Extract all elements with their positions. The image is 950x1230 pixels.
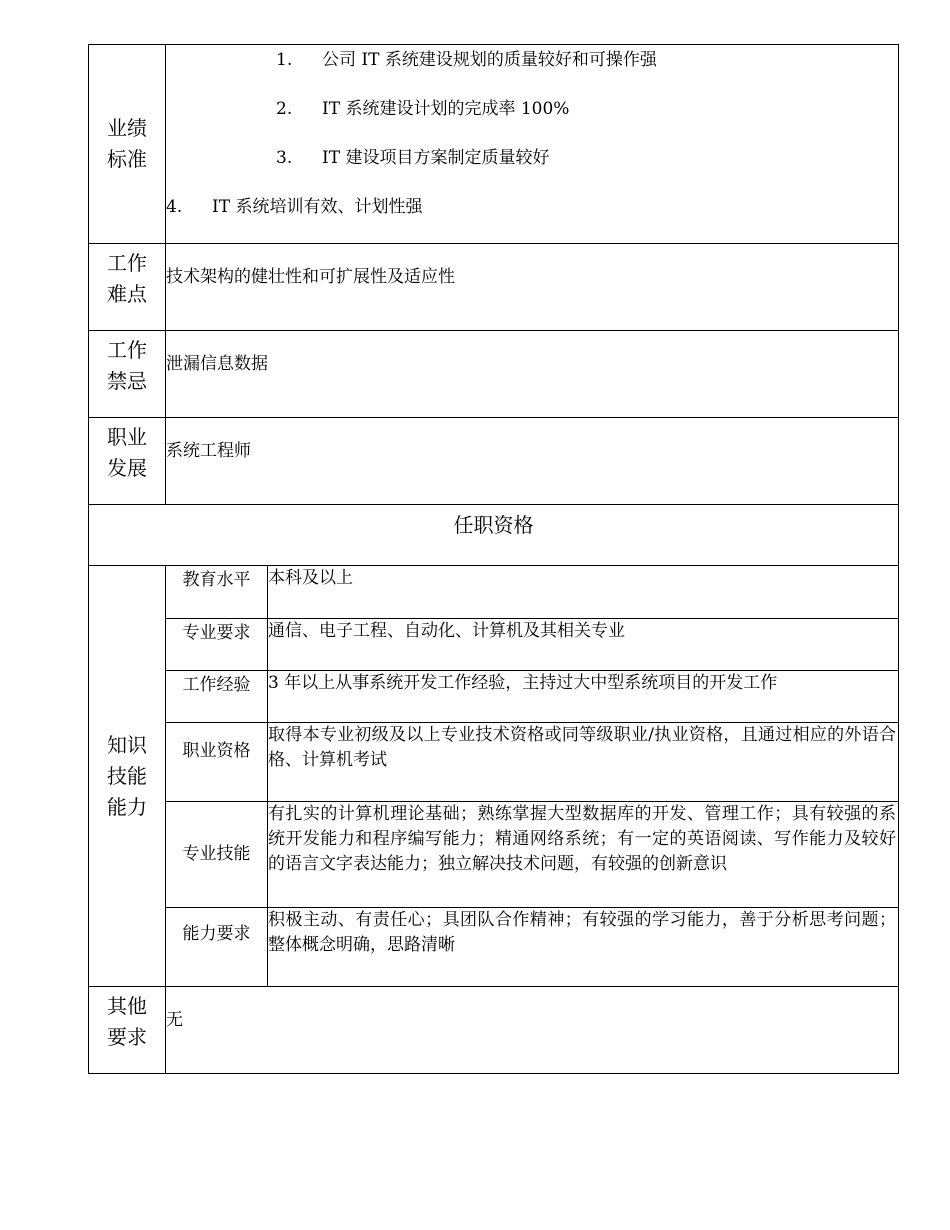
qualification-value: 积极主动、有责任心；具团队合作精神；有较强的学习能力，善于分析思考问题；整体概念明确，思路清晰 <box>268 909 896 955</box>
performance-row <box>89 45 899 244</box>
qualification-item <box>166 618 898 670</box>
qualification-value: 有扎实的计算机理论基础；熟练掌握大型数据库的开发、管理工作；具有较强的系统开发能力和程序编写能力；精通网络系统；有一定的英语阅读、写作能力及较好的语言文字表达能力；独立解决技术问题，有较强的创新意识 <box>268 801 899 907</box>
performance-item: 1. 公司 IT 系统建设规划的质量较好和可操作强 <box>276 50 657 70</box>
qualification-item <box>166 566 898 618</box>
other-label: 其他 要求 <box>89 987 166 1074</box>
qualification-key: 专业要求 <box>166 618 268 670</box>
taboo-row <box>89 331 899 418</box>
career-row <box>89 418 899 505</box>
qualification-item <box>166 801 898 907</box>
qualification-label: 知识 技能 能力 <box>89 566 166 987</box>
qualification-item <box>166 907 898 986</box>
qualification-key: 职业资格 <box>166 722 268 801</box>
qualification-key: 教育水平 <box>166 566 268 618</box>
qualification-value: 取得本专业初级及以上专业技术资格或同等级职业/执业资格，且通过相应的外语合格、计算机考试 <box>268 722 899 801</box>
job-spec-table <box>88 44 899 1074</box>
difficulty-row <box>89 244 899 331</box>
qualification-inner-table <box>166 566 898 986</box>
performance-content <box>166 45 899 244</box>
performance-label <box>89 45 166 244</box>
qualification-key: 专业技能 <box>166 801 268 907</box>
qualification-value: 通信、电子工程、自动化、计算机及其相关专业 <box>268 618 899 670</box>
other-row <box>89 987 899 1074</box>
taboo-label: 工作 禁忌 <box>89 331 166 418</box>
qualification-value: 本科及以上 <box>268 566 899 618</box>
performance-item: 4. IT 系统培训有效、计划性强 <box>166 197 423 217</box>
qualification-item <box>166 670 898 722</box>
career-text: 系统工程师 <box>166 441 251 461</box>
difficulty-content <box>166 244 899 331</box>
performance-item: 3. IT 建设项目方案制定质量较好 <box>276 148 550 168</box>
qualification-value: 3 年以上从事系统开发工作经验，主持过大中型系统项目的开发工作 <box>268 670 899 722</box>
qualification-content <box>166 566 899 987</box>
career-label: 职业 发展 <box>89 418 166 505</box>
job-description-page <box>88 44 899 1074</box>
taboo-content <box>166 331 899 418</box>
qualification-key: 工作经验 <box>166 670 268 722</box>
qualification-title: 任职资格 <box>89 505 899 566</box>
performance-item: 2. IT 系统建设计划的完成率 100% <box>276 99 570 119</box>
qualification-row <box>89 566 899 987</box>
difficulty-text: 技术架构的健壮性和可扩展性及适应性 <box>166 267 455 287</box>
taboo-text: 泄漏信息数据 <box>166 354 268 374</box>
career-content <box>166 418 899 505</box>
qualification-title-row <box>89 505 899 566</box>
other-content <box>166 987 899 1074</box>
difficulty-label: 工作 难点 <box>89 244 166 331</box>
qualification-item <box>166 722 898 801</box>
qualification-key: 能力要求 <box>166 907 268 986</box>
performance-label-text: 业绩 标准 <box>107 116 147 171</box>
other-text: 无 <box>166 1010 183 1030</box>
